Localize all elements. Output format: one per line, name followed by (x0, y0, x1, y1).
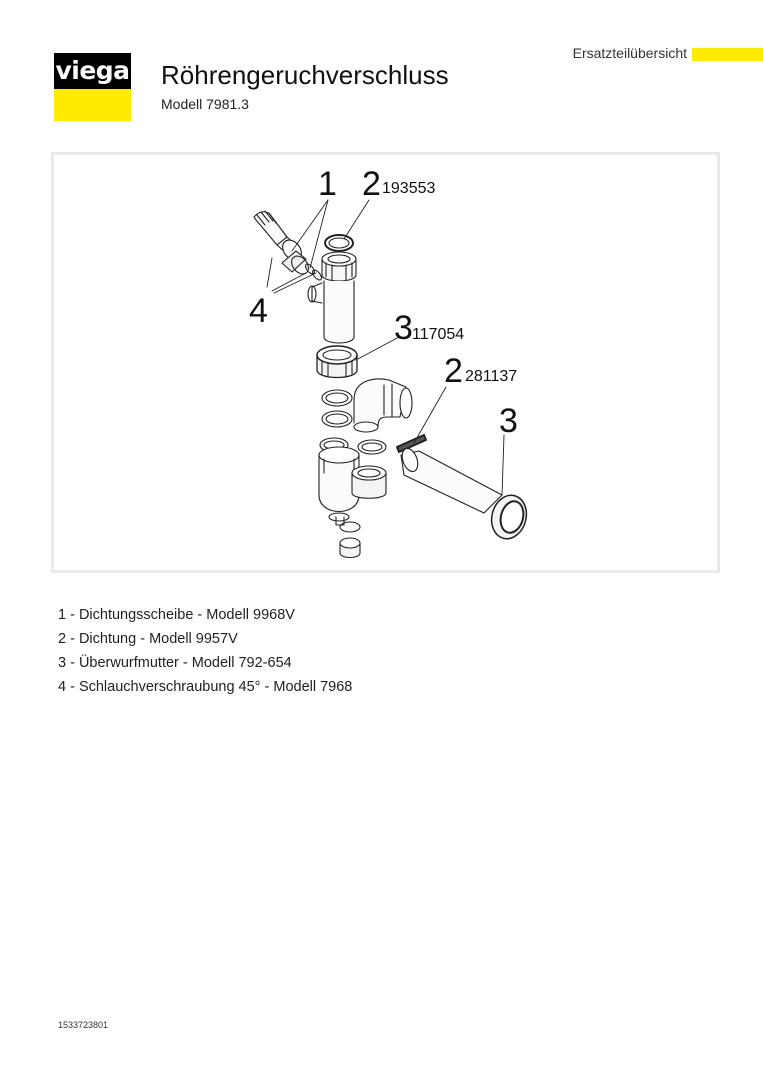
parts-list-item: 2 - Dichtung - Modell 9957V (58, 631, 238, 647)
document-number: 1533723801 (58, 1020, 109, 1030)
callout-2-code: 193553 (382, 180, 436, 197)
document-type: Ersatzteilübersicht (572, 45, 687, 61)
logo-yellow-block (54, 89, 131, 121)
vertical-tube-part (324, 281, 354, 343)
page-title: Röhrengeruchverschluss (161, 60, 449, 90)
parts-list-item: 3 - Überwurfmutter - Modell 792-654 (58, 655, 292, 671)
document-type-yellow-bar (692, 48, 763, 61)
callout-1-number: 1 (318, 165, 337, 203)
outlet-pipe-part (399, 446, 502, 513)
parts-list-item: 1 - Dichtungsscheibe - Modell 9968V (58, 607, 295, 623)
viega-logo (54, 53, 131, 121)
callout-2-number: 2 (362, 165, 381, 203)
exploded-view-svg (54, 155, 717, 570)
callout-3-number: 3 (394, 309, 413, 347)
outlet-nut-part (352, 466, 386, 498)
top-nut-part (322, 252, 356, 281)
elbow-part (354, 379, 412, 432)
exploded-view-diagram (51, 152, 720, 573)
callout-3-code: 117054 (412, 326, 465, 343)
logo-wordmark: viega (54, 53, 131, 89)
leader-lines (267, 200, 504, 495)
parts-list (58, 603, 352, 699)
parts-list-item: 4 - Schlauchverschraubung 45° - Modell 7968 (58, 679, 353, 695)
hose-connector-part (254, 211, 312, 277)
callout-3b-number: 3 (499, 402, 518, 440)
callout-4-number: 4 (249, 292, 268, 330)
model-subtitle: Modell 7981.3 (161, 96, 249, 112)
callout-2b-code: 281137 (465, 368, 518, 385)
union-nut-part (317, 346, 357, 378)
callout-2b-number: 2 (444, 352, 463, 390)
drain-plug-part (340, 522, 360, 558)
